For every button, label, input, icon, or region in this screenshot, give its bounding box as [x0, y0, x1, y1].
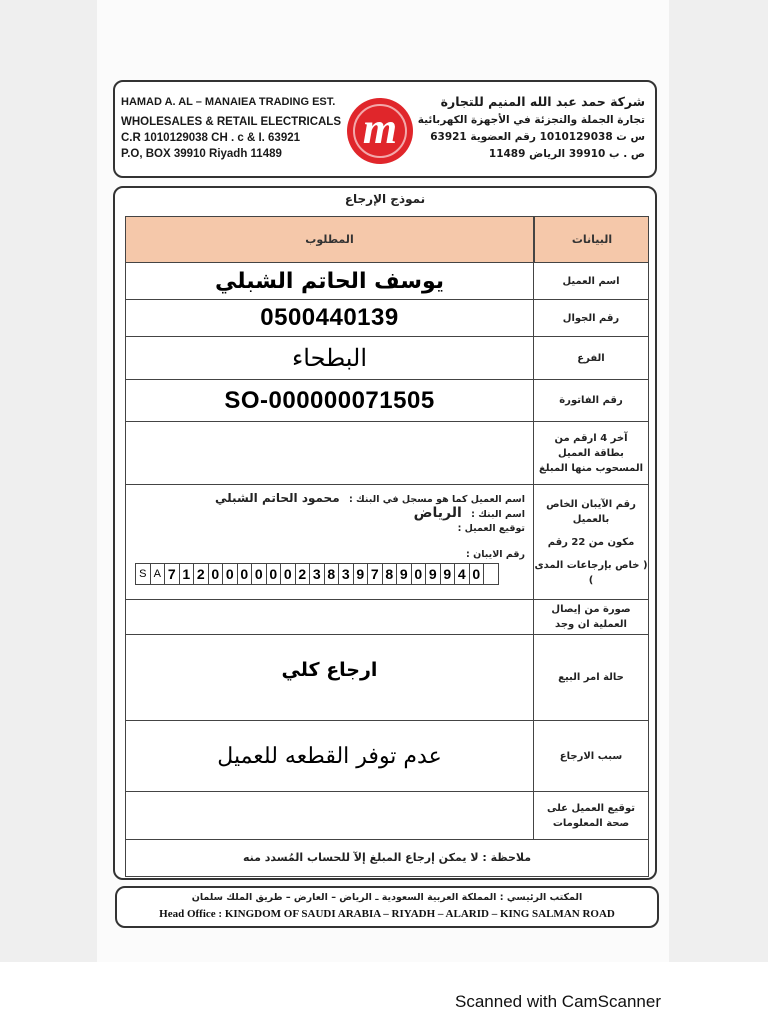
value-mobile: 0500440139: [260, 304, 399, 331]
label-order-status: حالة امر البيع: [558, 672, 624, 683]
iban-char-box: 2: [193, 563, 208, 585]
company-name-ar: شركة حمد عبد الله المنيم للتجارة: [440, 94, 645, 109]
company-m-logo-icon: m: [347, 98, 413, 164]
label-invoice-number: رقم الفاتورة: [559, 395, 623, 406]
label-return-reason: سبب الارجاع: [559, 750, 623, 762]
bank-name-line: [414, 505, 525, 521]
value-customer-signature: [126, 792, 533, 839]
value-receipt-image: [126, 600, 533, 634]
label-iban: [534, 485, 648, 599]
customer-signature-label: توقيع العميل :: [457, 523, 525, 534]
company-address-en: P.O, BOX 39910 Riyadh 11489: [121, 148, 282, 160]
value-card-last-digits: [126, 422, 533, 484]
iban-char-box: 0: [237, 563, 252, 585]
form-note: ملاحظة : لا يمكن إرجاع المبلغ إلآ للحساب المُسدد منه: [242, 851, 532, 864]
letterhead-footer: [115, 886, 659, 928]
company-address-ar: ص . ب 39910 الرياض 11489: [488, 148, 645, 160]
iban-char-box: 3: [309, 563, 324, 585]
iban-char-box: 0: [251, 563, 266, 585]
column-header-required: المطلوب: [305, 233, 354, 246]
iban-char-box: 1: [179, 563, 194, 585]
iban-char-box: [483, 563, 499, 585]
iban-label: رقم الايبان :: [465, 549, 525, 560]
column-header-data: البيانات: [534, 217, 649, 262]
iban-char-box: 9: [396, 563, 411, 585]
label-receipt-image: صورة من إيصال العملية ان وجد: [551, 604, 631, 630]
company-activity-ar: تجارة الجملة والتجزئة في الأجهزة الكهربائية: [417, 114, 645, 126]
camscanner-watermark: Scanned with CamScanner: [455, 992, 662, 1011]
value-customer-name: يوسف الحاتم الشبلي: [214, 268, 445, 294]
company-registration-ar: س ت 1010129038 رقم العضوية 63921: [430, 131, 645, 143]
iban-char-box: 8: [324, 563, 339, 585]
iban-char-box: 7: [164, 563, 179, 585]
form-title: نموذج الإرجاع: [344, 192, 426, 206]
company-name-en: HAMAD A. AL – MANAIEA TRADING EST.: [121, 96, 336, 108]
scan-background-right: [669, 0, 768, 962]
iban-char-box: 0: [411, 563, 426, 585]
iban-char-box: 2: [295, 563, 310, 585]
value-return-reason: عدم توفر القطعه للعميل: [217, 743, 442, 769]
value-branch: البطحاء: [292, 344, 367, 372]
iban-char-box: 3: [338, 563, 353, 585]
label-customer-name: اسم العميل: [562, 275, 620, 287]
iban-char-box: 0: [208, 563, 223, 585]
value-order-status: ارجاع كلي: [281, 659, 378, 681]
label-customer-signature: توقيع العميل على صحة المعلومات: [546, 802, 636, 829]
head-office-ar: المكتب الرئيسي : المملكة العربية السعودية ـ الرياض – العارض – طريق الملك سلمان: [191, 892, 583, 903]
bank-name-value: الرياض: [413, 505, 462, 521]
label-iban-title: رقم الآيبان الخاص بالعميل: [546, 498, 636, 525]
iban-char-box: 7: [367, 563, 382, 585]
label-card-last-digits: آخر 4 ارقم من بطاقة العميل المسحوب منها المبلغ: [538, 432, 644, 474]
head-office-en: Head Office : KINGDOM OF SAUDI ARABIA – RIYADH – ALARID – KING SALMAN ROAD: [159, 908, 615, 920]
label-iban-note: ( خاص بإرجاعات المدى ): [534, 559, 648, 586]
form-table: [125, 216, 649, 877]
iban-boxes: [135, 563, 499, 585]
company-registration-en: C.R 1010129038 CH . c & I. 63921: [121, 132, 301, 144]
letterhead: [113, 80, 657, 178]
company-activity-en: WHOLESALES & RETAIL ELECTRICALS: [121, 116, 341, 128]
table-header-row: [126, 217, 648, 263]
iban-char-box: 4: [454, 563, 469, 585]
iban-char-box: 8: [382, 563, 397, 585]
iban-char-box: 9: [425, 563, 440, 585]
iban-char-box: S: [135, 563, 150, 585]
iban-char-box: 0: [469, 563, 484, 585]
value-invoice-number: SO-000000071505: [224, 386, 435, 414]
label-mobile: رقم الجوال: [562, 312, 620, 324]
iban-char-box: 9: [440, 563, 455, 585]
label-iban-length: مكون من 22 رقم: [547, 536, 635, 548]
iban-char-box: 0: [266, 563, 281, 585]
bank-holder-label: اسم العميل كما هو مسجل في البنك :: [348, 494, 525, 505]
bank-details: [126, 485, 533, 599]
bank-holder-value: محمود الحاتم الشبلي: [215, 491, 340, 505]
bank-name-label: اسم البنك :: [471, 509, 525, 520]
scan-background-left: [0, 0, 97, 962]
label-branch: الفرع: [577, 352, 605, 364]
iban-char-box: 0: [280, 563, 295, 585]
iban-char-box: 0: [222, 563, 237, 585]
iban-char-box: A: [150, 563, 165, 585]
iban-char-box: 9: [353, 563, 368, 585]
bank-holder-line: [215, 491, 525, 505]
